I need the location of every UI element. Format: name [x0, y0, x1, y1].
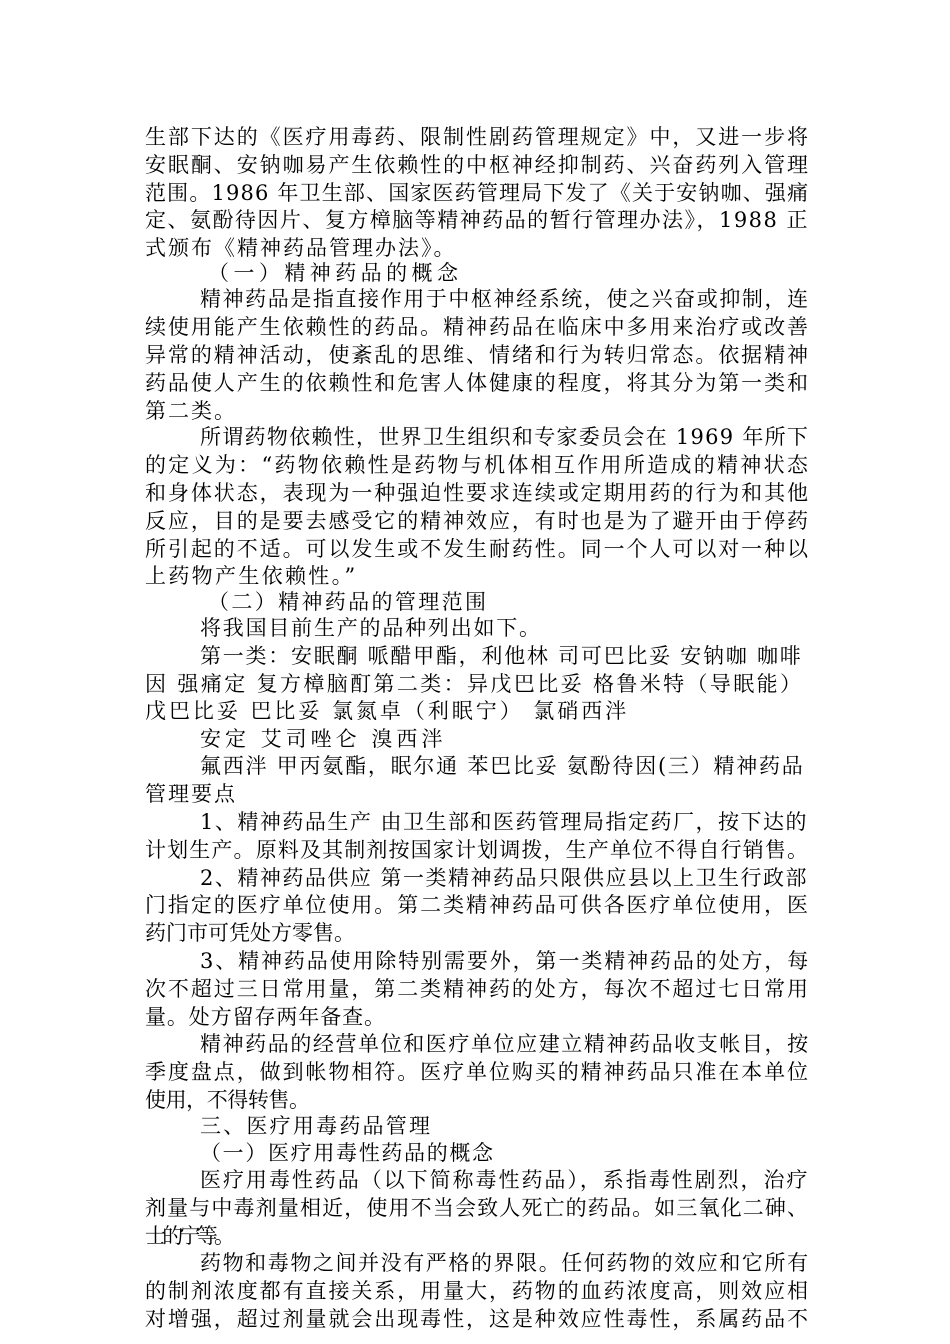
- text-line: 安定 艾司唑仑 溴西泮: [200, 727, 447, 751]
- text-line: 续使用能产生依赖性的药品。精神药品在临床中多用来治疗或改善: [145, 315, 810, 339]
- text-line: 医疗用毒性药品（以下简称毒性药品），系指毒性剧烈，治疗: [200, 1168, 810, 1192]
- text-line: 生部下达的《医疗用毒药、限制性剧药管理规定》中，又进一步将: [145, 125, 810, 149]
- text-line: 量。处方留存两年备查。: [145, 1005, 386, 1029]
- text-line: 计划生产。原料及其制剂按国家计划调拨，生产单位不得自行销售。: [145, 838, 810, 862]
- text-line: 的制剂浓度都有直接关系，用量大，药物的血药浓度高，则效应相: [145, 1279, 810, 1303]
- text-line: 门指定的医疗单位使用。第二类精神药品可供各医疗单位使用，医: [145, 893, 810, 917]
- text-line: 异常的精神活动，使紊乱的思维、情绪和行为转归常态。依据精神: [145, 343, 810, 367]
- text-line: （一）医疗用毒性药品的概念: [200, 1141, 495, 1165]
- text-line: 对增强，超过剂量就会出现毒性，这是种效应性毒性，系属药品不: [145, 1307, 810, 1331]
- text-line: 和身体状态，表现为一种强迫性要求连续或定期用药的行为和其他: [145, 481, 810, 505]
- text-line: 范围。1986 年卫生部、国家医药管理局下发了《关于安钠咖、强痛: [145, 181, 810, 205]
- text-line: 药品使人产生的依赖性和危害人体健康的程度，将其分为第一类和: [145, 371, 810, 395]
- text-line: 反应，目的是要去感受它的精神效应，有时也是为了避开由于停药: [145, 509, 810, 533]
- text-line: 因 强痛定 复方樟脑酊第二类：异戊巴比妥 格鲁米特（导眠能）: [145, 672, 804, 696]
- text-line: （一）精神药品的概念: [208, 261, 463, 285]
- text-line: 3、精神药品使用除特别需要外，第一类精神药品的处方，每: [200, 949, 811, 973]
- text-line: 2、精神药品供应 第一类精神药品只限供应县以上卫生行政部: [200, 866, 809, 890]
- text-line: 所引起的不适。可以发生或不发生耐药性。同一个人可以对一种以: [145, 537, 810, 561]
- text-line: 药门市可凭处方零售。: [145, 921, 355, 945]
- text-line: 的定义为：“药物依赖性是药物与机体相互作用所造成的精神状态: [145, 453, 811, 477]
- text-line: 1、精神药品生产 由卫生部和医药管理局指定药厂，按下达的: [200, 810, 809, 834]
- text-line: 所谓药物依赖性，世界卫生组织和专家委员会在 1969 年所下: [200, 425, 810, 449]
- text-line: 第二类。: [145, 399, 237, 423]
- text-line: 戊巴比妥 巴比妥 氯氮卓（利眠宁） 氯硝西泮: [145, 699, 630, 723]
- text-line: 将我国目前生产的品种列出如下。: [200, 616, 542, 640]
- text-line: （二）精神药品的管理范围: [208, 590, 489, 614]
- text-line: 精神药品的经营单位和医疗单位应建立精神药品收支帐目，按: [200, 1032, 810, 1056]
- text-line: 式颁布《精神药品管理办法》。: [145, 236, 457, 260]
- text-line: 三、医疗用毒药品管理: [200, 1114, 433, 1138]
- text-line: 精神药品是指直接作用于中枢神经系统，使之兴奋或抑制，连: [200, 287, 810, 311]
- text-line: 使用，不得转售。: [145, 1088, 310, 1112]
- text-line: 管理要点: [145, 782, 237, 806]
- text-line: 药物和毒物之间并没有严格的界限。任何药物的效应和它所有: [200, 1251, 810, 1275]
- text-line: 剂量与中毒剂量相近，使用不当会致人死亡的药品。如三氧化二砷、: [145, 1196, 810, 1220]
- text-line: 士的宁等。: [145, 1224, 232, 1248]
- text-line: 次不超过三日常用量，第二类精神药的处方，每次不超过七日常用: [145, 977, 810, 1001]
- text-line: 季度盘点，做到帐物相符。医疗单位购买的精神药品只准在本单位: [145, 1060, 810, 1084]
- text-line: 上药物产生依赖性。”: [145, 564, 358, 588]
- text-line: 氟西泮 甲丙氨酯，眠尔通 苯巴比妥 氨酚待因(三）精神药品: [200, 754, 805, 778]
- text-line: 定、氨酚待因片、复方樟脑等精神药品的暂行管理办法》，1988 正: [145, 208, 809, 232]
- text-line: 安眠酮、安钠咖易产生依赖性的中枢神经抑制药、兴奋药列入管理: [145, 153, 810, 177]
- text-line: 第一类：安眠酮 哌醋甲酯，利他林 司可巴比妥 安钠咖 咖啡: [200, 644, 803, 668]
